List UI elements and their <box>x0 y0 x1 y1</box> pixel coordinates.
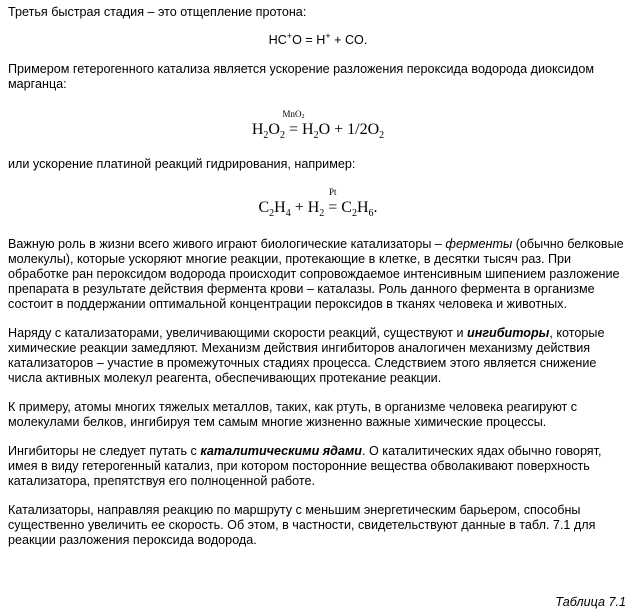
equation-hydrogenation <box>8 187 628 219</box>
table-caption: Таблица 7.1 <box>555 595 626 609</box>
eq2-h2o: H <box>302 121 314 138</box>
p4-term-enzymes: ферменты <box>445 237 513 251</box>
paragraph-2: Примером гетерогенного катализа является ускорение разложения пероксида водорода диоксидом марганца: <box>8 62 594 91</box>
paragraph-8: Катализаторы, направляя реакцию по маршруту с меньшим энергетическим барьером, способны существенно увеличить ее скорость. Об этом, в частности, свидетельствуют данные в табл. 7.1 для реакции разложения пероксида водорода. <box>8 503 596 547</box>
eq2-sub: 2 <box>263 130 269 141</box>
paragraph-4 <box>8 237 628 312</box>
p7-text-c: . О каталитических ядах обычно говорят, имея в виду гетерогенный катализ, при котором посторонние вещества обволакивают поверхность катализатора, препятствуя его полноценной работе. <box>8 444 602 488</box>
eq3-c2: C <box>341 199 352 216</box>
eq2-o: O <box>268 121 280 138</box>
eq1-part-b: O = H <box>292 33 326 47</box>
eq2-catalyst-text: MnO <box>282 109 302 119</box>
eq2-catalyst-sub: 2 <box>301 114 305 120</box>
eq3-catalyst-arrow <box>328 187 338 216</box>
eq2-catalyst-label <box>282 110 304 119</box>
eq1-part-c: + CO. <box>330 33 368 47</box>
equation-proton <box>8 33 628 48</box>
eq2-equals: = <box>288 121 298 138</box>
eq2-h: H <box>251 121 264 138</box>
p5-text-c: , которые химические реакции замедляют. Механизм действия ингибиторов аналогичен механизму действия катализаторов – участие в промежуточных стадиях процесса. Следствием этого является снижение числа активных молекул реагента, обеспечивающих протекание реакции. <box>8 326 605 385</box>
eq3-plus-h: + H <box>290 199 320 216</box>
eq3-sub: 4 <box>285 208 291 219</box>
paragraph-7 <box>8 444 628 489</box>
eq1-part-a: HC <box>268 33 287 47</box>
eq2-sub: 2 <box>379 130 385 141</box>
p7-text-a: Ингибиторы не следует путать с <box>8 444 201 458</box>
paragraph-5 <box>8 326 628 386</box>
eq2-o2: O + 1/2O <box>318 121 380 138</box>
eq3-sub: 6 <box>368 208 374 219</box>
eq3-equals: = <box>328 199 338 216</box>
eq2-catalyst-arrow <box>282 109 305 138</box>
eq3-c: C <box>258 199 270 216</box>
paragraph-3: или ускорение платиной реакций гидрирования, например: <box>8 157 356 171</box>
eq3-sub: 2 <box>351 208 357 219</box>
eq3-h: H <box>274 199 286 216</box>
p4-text-a: Важную роль в жизни всего живого играют биологические катализаторы – <box>8 237 446 251</box>
p4-text-c: (обычно белковые молекулы), которые ускоряют многие реакции, протекающие в клетке, в десятки тысяч раз. При обработке ран пероксидом водорода происходит сопровождаемое интенсивным шипением разложение препарата в результате действия фермента крови – каталазы. Роль данного фермента в организме состоит в поддержании оптимальной концентрации пероксидов в тканях человека и животных. <box>8 237 624 311</box>
equation-peroxide <box>8 109 628 141</box>
eq3-h2: H <box>356 199 369 216</box>
eq2-sub: 2 <box>313 130 319 141</box>
p7-term-poisons: каталитическими ядами <box>200 444 362 458</box>
eq3-sub: 2 <box>319 208 325 219</box>
document-body <box>8 5 628 548</box>
eq1-sup-b: + <box>325 31 331 41</box>
eq3-sub: 2 <box>269 208 275 219</box>
paragraph-6: К примеру, атомы многих тяжелых металлов, таких, как ртуть, в организме человека реагируют с молекулами белков, ингибируя тем самым многие жизненно важные химические процессы. <box>8 400 578 429</box>
paragraph-1: Третья быстрая стадия – это отщепление протона: <box>8 5 307 19</box>
eq3-end: . <box>373 199 378 216</box>
eq2-sub: 2 <box>279 130 285 141</box>
p5-text-a: Наряду с катализаторами, увеличивающими скорости реакций, существуют и <box>8 326 468 340</box>
eq3-catalyst-label: Pt <box>329 187 337 197</box>
p5-term-inhibitors: ингибиторы <box>467 326 550 340</box>
eq1-sup-a: + <box>286 31 293 41</box>
